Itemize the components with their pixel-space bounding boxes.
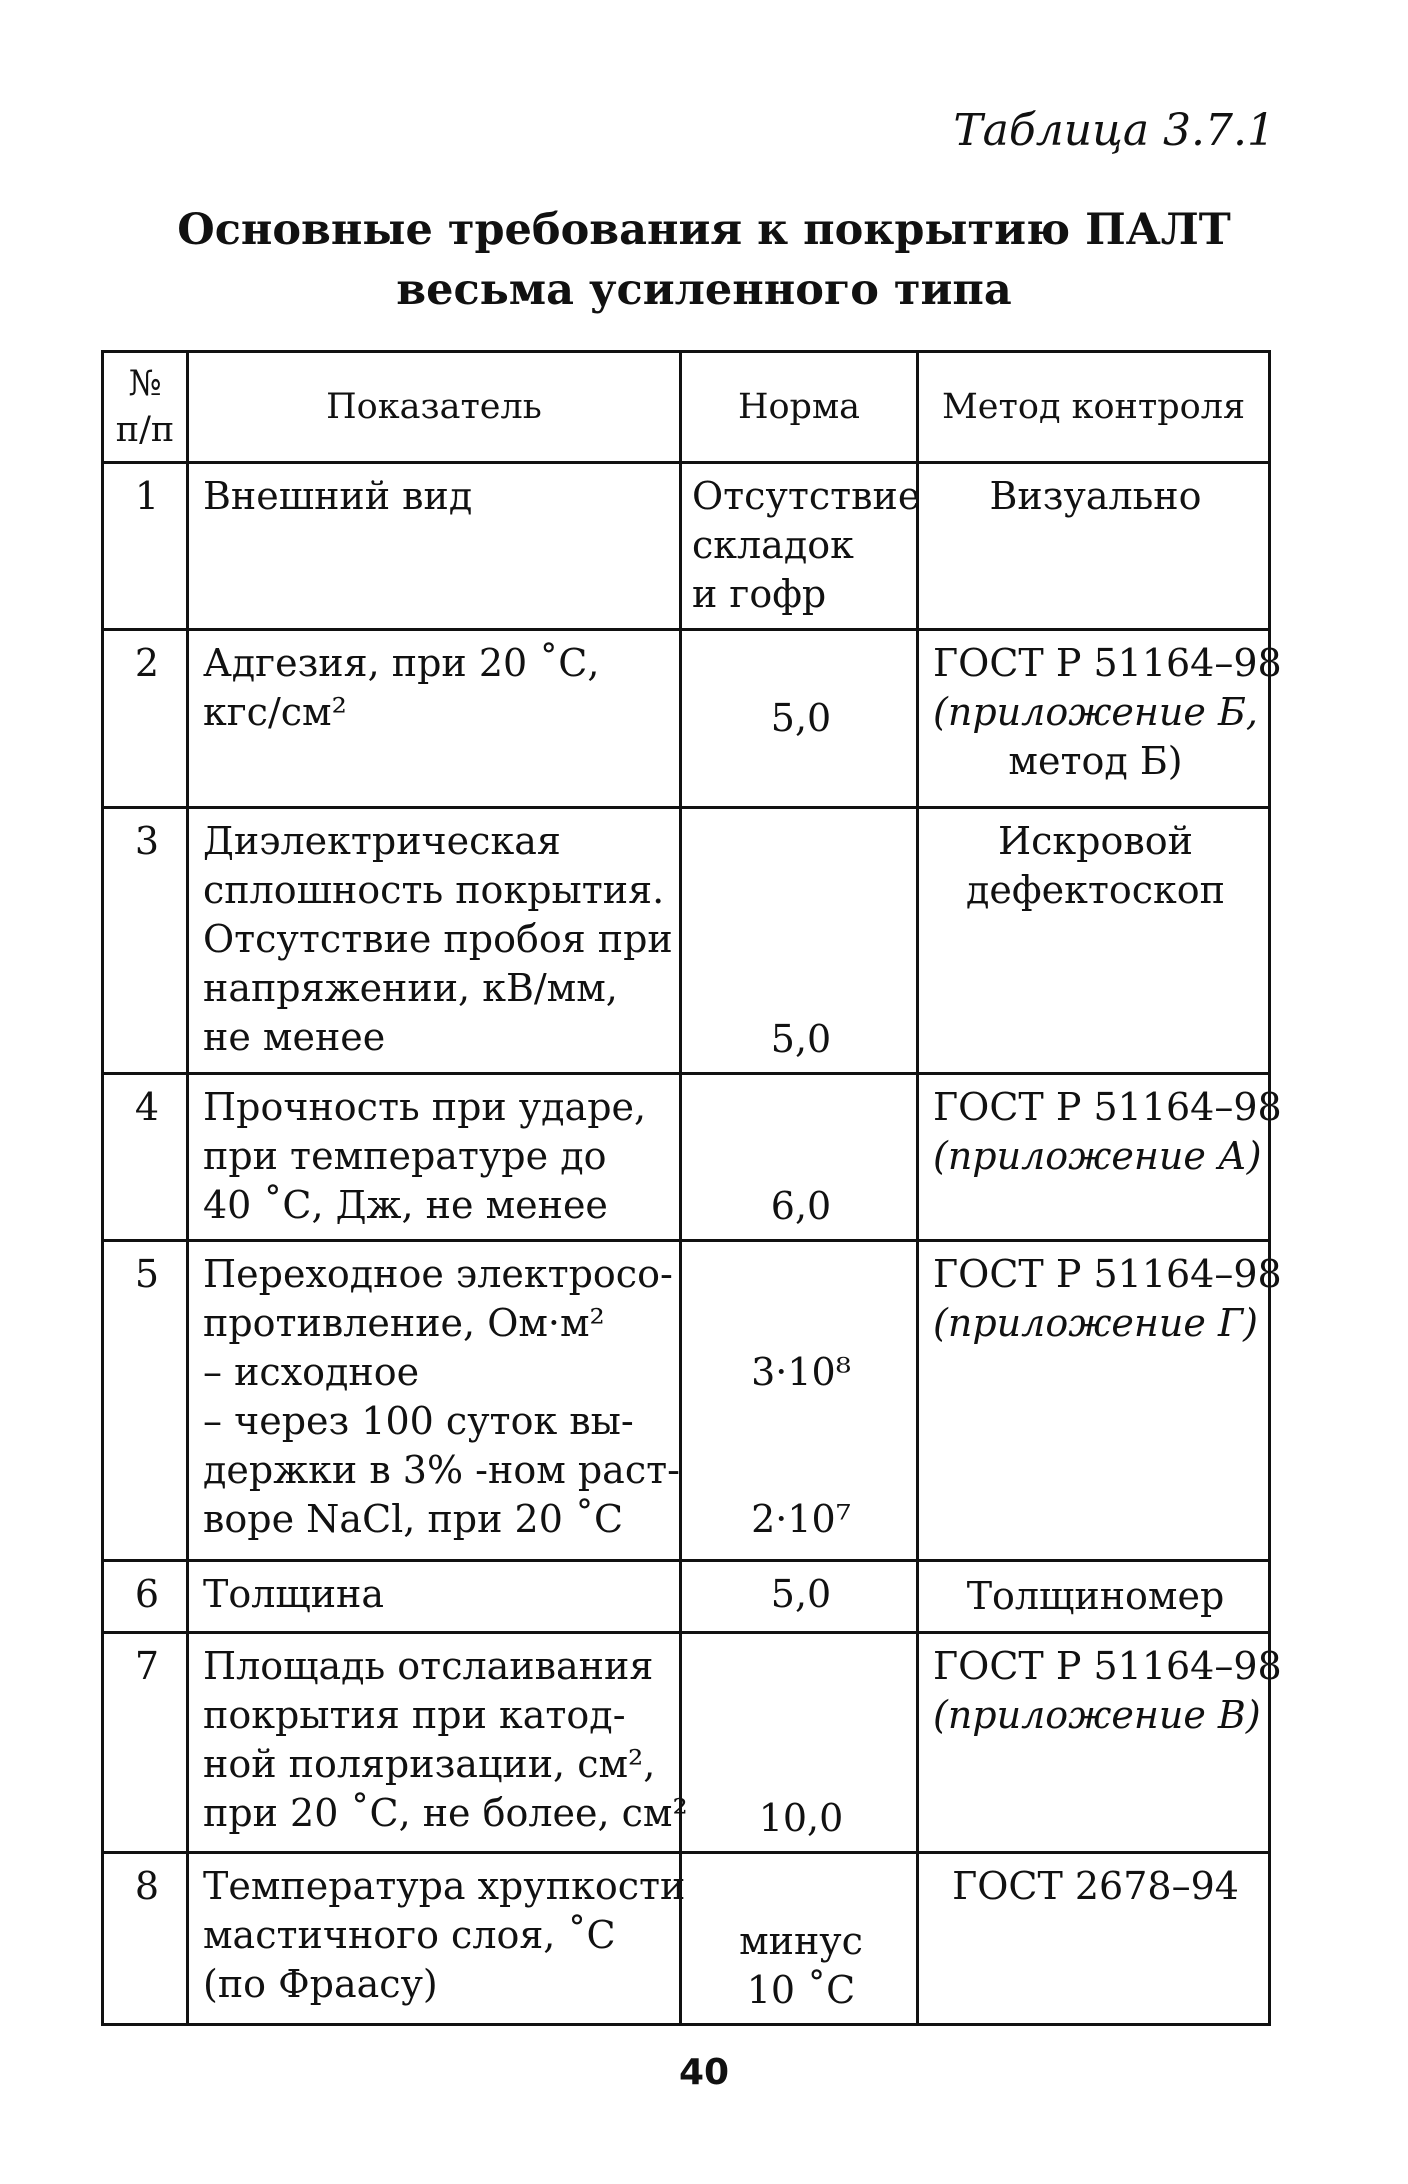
indicator-line: Температура хрупкости: [203, 1864, 686, 1908]
row-norm: [681, 1561, 918, 1633]
norm-line: 5,0: [770, 1572, 832, 1616]
header-num-abbr: п/п: [115, 410, 175, 450]
indicator-line: сплошность покрытия.: [203, 868, 665, 912]
indicator-line: Внешний вид: [203, 474, 473, 518]
indicator-line: противление, Ом·м²: [203, 1301, 605, 1345]
row-norm: [681, 1074, 918, 1241]
indicator-line: Отсутствие пробоя при: [203, 917, 673, 961]
row-indicator: [188, 630, 681, 808]
indicator-line: – исходное: [203, 1350, 420, 1394]
header-num: [103, 352, 188, 463]
table-row: [103, 463, 1270, 630]
indicator-line: (по Фраасу): [203, 1962, 438, 2006]
header-norm: Норма: [681, 352, 918, 463]
indicator-line: Толщина: [203, 1572, 385, 1616]
row-number: 5: [103, 1241, 188, 1561]
row-number: 1: [103, 463, 188, 630]
row-norm: [681, 463, 921, 630]
table-row: [103, 1561, 1270, 1633]
table-row: [103, 808, 1270, 1074]
norm-line: 3·10⁸: [751, 1350, 851, 1394]
norm-line: 5,0: [770, 696, 832, 740]
method-line: ГОСТ Р 51164–98: [933, 641, 1282, 685]
table-title-line-1: Основные требования к покрытию ПАЛТ: [177, 205, 1231, 255]
indicator-line: держки в 3% -ном раст-: [203, 1448, 680, 1492]
norm-line: 10 ˚С: [746, 1968, 856, 2012]
row-indicator: [188, 1241, 681, 1561]
header-indicator: Показатель: [188, 352, 681, 463]
indicator-line: Площадь отслаивания: [203, 1644, 654, 1688]
norm-line: 10,0: [758, 1796, 844, 1840]
method-line: Визуально: [989, 474, 1202, 518]
method-line: Толщиномер: [966, 1574, 1225, 1618]
requirements-table: [101, 350, 1282, 2026]
row-method: [918, 1074, 1282, 1241]
indicator-line: при 20 ˚С, не более, см²: [203, 1791, 688, 1835]
row-norm: [681, 1853, 918, 2025]
header-method: Метод контроля: [918, 352, 1270, 463]
row-method: [918, 808, 1270, 1074]
row-method: [918, 1633, 1282, 1853]
table-title: [0, 200, 1408, 320]
indicator-line: мастичного слоя, ˚С: [203, 1913, 616, 1957]
row-indicator: [188, 808, 681, 1074]
table-row: [103, 1853, 1270, 2025]
row-number: 7: [103, 1633, 188, 1853]
indicator-line: Прочность при ударе,: [203, 1085, 647, 1129]
row-indicator: [188, 1074, 681, 1241]
method-line: дефектоскоп: [965, 868, 1225, 912]
row-method: [918, 1853, 1270, 2025]
indicator-line: не менее: [203, 1015, 386, 1059]
row-indicator: [188, 1561, 681, 1633]
table-row: [103, 1633, 1270, 1853]
row-method: [918, 1241, 1282, 1561]
table-row: [103, 630, 1270, 808]
method-line: (приложение А): [933, 1134, 1262, 1178]
row-method: [918, 630, 1282, 808]
row-norm: [681, 808, 918, 1074]
indicator-line: напряжении, кВ/мм,: [203, 966, 618, 1010]
table-row: [103, 1074, 1270, 1241]
row-indicator: [188, 1853, 686, 2025]
indicator-line: Диэлектрическая: [203, 819, 561, 863]
row-method: [918, 463, 1270, 630]
row-method: [918, 1561, 1270, 1633]
indicator-line: 40 ˚С, Дж, не менее: [203, 1183, 608, 1227]
method-line: метод Б): [1008, 739, 1183, 783]
method-line: ГОСТ 2678–94: [952, 1864, 1239, 1908]
method-line: (приложение Б,: [933, 690, 1258, 734]
method-line: ГОСТ Р 51164–98: [933, 1644, 1282, 1688]
row-indicator: [188, 463, 681, 630]
table-row: [103, 1241, 1270, 1561]
row-indicator: [188, 1633, 688, 1853]
row-number: 4: [103, 1074, 188, 1241]
norm-line: и гофр: [692, 572, 827, 616]
norm-line: 2·10⁷: [751, 1497, 851, 1541]
indicator-line: – через 100 суток вы-: [203, 1399, 634, 1443]
norm-line: минус: [739, 1919, 863, 1963]
header-num-sign: №: [128, 364, 162, 404]
indicator-line: при температуре до: [203, 1134, 607, 1178]
indicator-line: кгс/см²: [203, 690, 347, 734]
row-norm: [681, 1241, 918, 1561]
table-title-line-2: весьма усиленного типа: [396, 265, 1012, 315]
row-number: 3: [103, 808, 188, 1074]
row-number: 8: [103, 1853, 188, 2025]
method-line: ГОСТ Р 51164–98: [933, 1085, 1282, 1129]
row-norm: [681, 1633, 918, 1853]
indicator-line: Адгезия, при 20 ˚С,: [203, 641, 600, 685]
indicator-line: воре NaCl, при 20 ˚С: [203, 1497, 624, 1541]
norm-line: 5,0: [770, 1017, 832, 1061]
page-number: 40: [678, 2052, 730, 2093]
indicator-line: Переходное электросо-: [203, 1252, 673, 1296]
row-number: 2: [103, 630, 188, 808]
norm-line: 6,0: [770, 1184, 832, 1228]
method-line: (приложение Г): [933, 1301, 1258, 1345]
table-number: Таблица 3.7.1: [953, 105, 1275, 156]
method-line: (приложение В): [933, 1693, 1261, 1737]
norm-line: складок: [692, 523, 854, 567]
method-line: Искровой: [998, 819, 1193, 863]
indicator-line: покрытия при катод-: [203, 1693, 626, 1737]
method-line: ГОСТ Р 51164–98: [933, 1252, 1282, 1296]
indicator-line: ной поляризации, см²,: [203, 1742, 656, 1786]
norm-line: Отсутствие: [692, 474, 921, 518]
row-norm: [681, 630, 918, 808]
row-number: 6: [103, 1561, 188, 1633]
header-row: [103, 352, 1270, 463]
